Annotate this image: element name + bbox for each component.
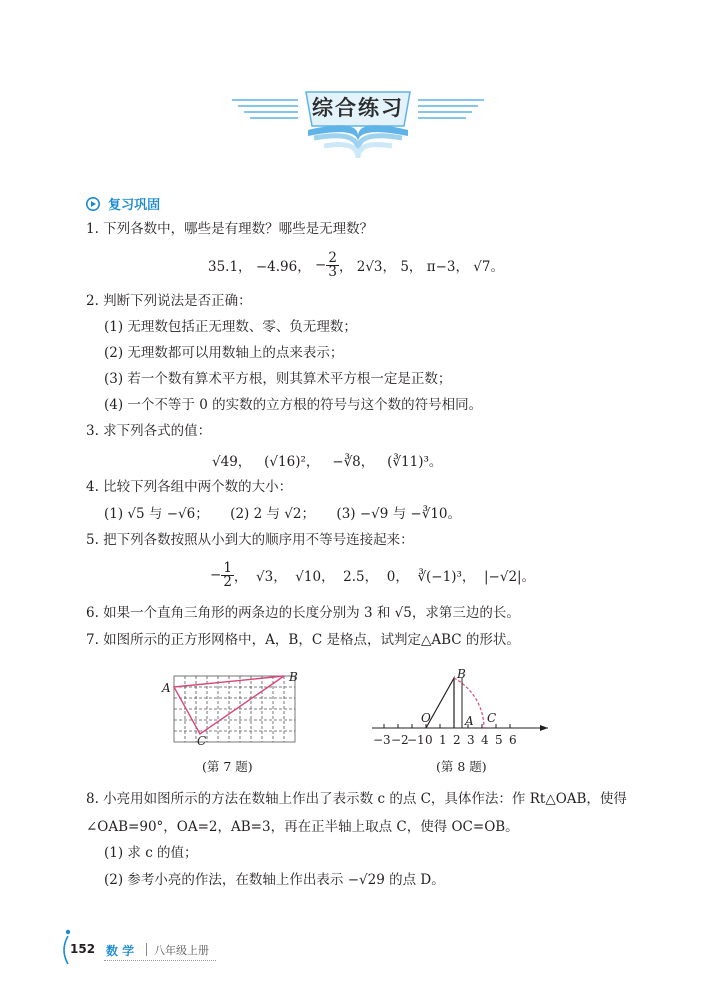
- question-7: 7. 如图所示的正方形网格中，A，B，C 是格点，试判定△ABC 的形状。: [86, 632, 520, 648]
- q1-num-a: 35.1，: [208, 259, 252, 275]
- q4-item-3: (3) −√9 与 −∛10。: [336, 506, 462, 522]
- footer-rule: [104, 960, 216, 961]
- q1-num-f: π−3，: [426, 259, 469, 275]
- q3-expr-a: √49，: [212, 454, 252, 470]
- q5-expr-g: |−√2|。: [483, 569, 536, 585]
- question-8-line-2: ∠OAB=90°，OA=2，AB=3，再在正半轴上取点 C，使得 OC=OB。: [86, 819, 519, 835]
- q1-num-c-sign: −: [315, 257, 327, 273]
- q5-expr-a-sign: −: [210, 567, 222, 583]
- q5-expr-a-tail: ，: [233, 569, 248, 585]
- q5-expr-f: ∛(−1)³，: [417, 569, 476, 585]
- q1-num-g: √7。: [473, 259, 504, 275]
- q5-expressions: [210, 556, 535, 594]
- q1-fraction: [326, 249, 339, 280]
- question-6: 6. 如果一个直角三角形的两条边的长度分别为 3 和 √5，求第三边的长。: [86, 605, 520, 621]
- q5-fraction-denominator: 2: [223, 573, 232, 590]
- page-number: 152: [70, 942, 96, 956]
- question-5: 5. 把下列各数按照从小到大的顺序用不等号连接起来：: [86, 532, 414, 548]
- footer: [62, 928, 262, 968]
- tick-label: 2: [453, 733, 461, 747]
- q4-item-1: (1) √5 与 −√6；: [104, 506, 209, 522]
- section-title: 复习巩固: [108, 198, 161, 213]
- figure-8-caption: (第 8 题): [436, 759, 487, 774]
- q8-item-2: (2) 参考小亮的作法，在数轴上作出表示 −√29 的点 D。: [104, 872, 445, 888]
- fig7-label-b: B: [289, 670, 298, 684]
- q3-expr-d: (∛11)³。: [387, 454, 443, 470]
- q1-num-b: −4.96，: [255, 259, 311, 275]
- q5-expr-d: 2.5，: [343, 569, 379, 585]
- tick-label: 6: [509, 733, 517, 747]
- question-4: 4. 比较下列各组中两个数的大小：: [86, 479, 293, 495]
- fig8-tick-labels: [372, 733, 542, 747]
- q1-fraction-denominator: 3: [328, 263, 337, 280]
- question-8-line-1: 8. 小亮用如图所示的方法在数轴上作出了表示数 c 的点 C，具体作法：作 Rt△OAB，使得: [86, 791, 627, 807]
- tick-label: 3: [467, 733, 475, 747]
- fig8-label-o: O: [421, 711, 431, 725]
- fig7-label-a: A: [162, 681, 171, 695]
- tick-label: 4: [481, 733, 489, 747]
- fig7-label-c: C: [197, 734, 207, 748]
- q5-fraction-numerator: 1: [223, 559, 232, 576]
- footer-grade: 八年级上册: [154, 944, 209, 957]
- q2-item-1: (1) 无理数包括正无理数、零、负无理数；: [104, 319, 357, 335]
- question-3: 3. 求下列各式的值：: [86, 423, 212, 439]
- figure-7-caption: (第 7 题): [202, 759, 253, 774]
- triangle-abc: [174, 676, 284, 734]
- q1-num-d: 2√3，: [356, 259, 397, 275]
- q2-item-4: (4) 一个不等于 0 的实数的立方根的符号与这个数的符号相同。: [104, 397, 483, 413]
- q5-expr-c: √10，: [295, 569, 335, 585]
- q1-numbers: [208, 246, 504, 284]
- title-banner: [228, 78, 488, 168]
- footer-divider: [146, 943, 147, 956]
- q2-item-2: (2) 无理数都可以用数轴上的点来表示；: [104, 345, 344, 361]
- tick-label: 5: [495, 733, 503, 747]
- tick-label: −1: [407, 733, 425, 747]
- q3-expr-b: (√16)²，: [264, 454, 320, 470]
- q8-item-1: (1) 求 c 的值；: [104, 845, 198, 861]
- q5-fraction: [221, 559, 234, 590]
- q1-num-e: 5，: [400, 259, 423, 275]
- q1-num-c-tail: ，: [338, 259, 353, 275]
- q5-expr-b: √3，: [256, 569, 287, 585]
- q1-fraction-numerator: 2: [328, 249, 337, 266]
- question-2: 2. 判断下列说法是否正确：: [86, 293, 252, 309]
- tick-label: −2: [391, 733, 409, 747]
- q4-items: [104, 505, 461, 523]
- fig8-label-c: C: [487, 711, 497, 725]
- section-header: [86, 193, 160, 213]
- tick-label: −3: [373, 733, 391, 747]
- fig8-label-a: A: [465, 714, 474, 728]
- q2-item-3: (3) 若一个数有算术平方根，则其算术平方根一定是正数；: [104, 371, 452, 387]
- q3-expressions: [212, 450, 442, 470]
- q3-expr-c: −∛8，: [332, 454, 375, 470]
- question-1: 1. 下列各数中，哪些是有理数？哪些是无理数？: [86, 221, 374, 237]
- tick-label: 0: [425, 733, 433, 747]
- fig8-label-b: B: [457, 667, 466, 681]
- banner-title: 综合练习: [312, 96, 404, 120]
- play-circle-icon: [86, 197, 100, 211]
- tick-label: 1: [439, 733, 447, 747]
- q5-expr-e: 0，: [386, 569, 409, 585]
- q4-item-2: (2) 2 与 √2；: [230, 506, 315, 522]
- footer-subject: 数 学: [106, 944, 135, 958]
- figure-7-grid-diagram: [158, 668, 303, 750]
